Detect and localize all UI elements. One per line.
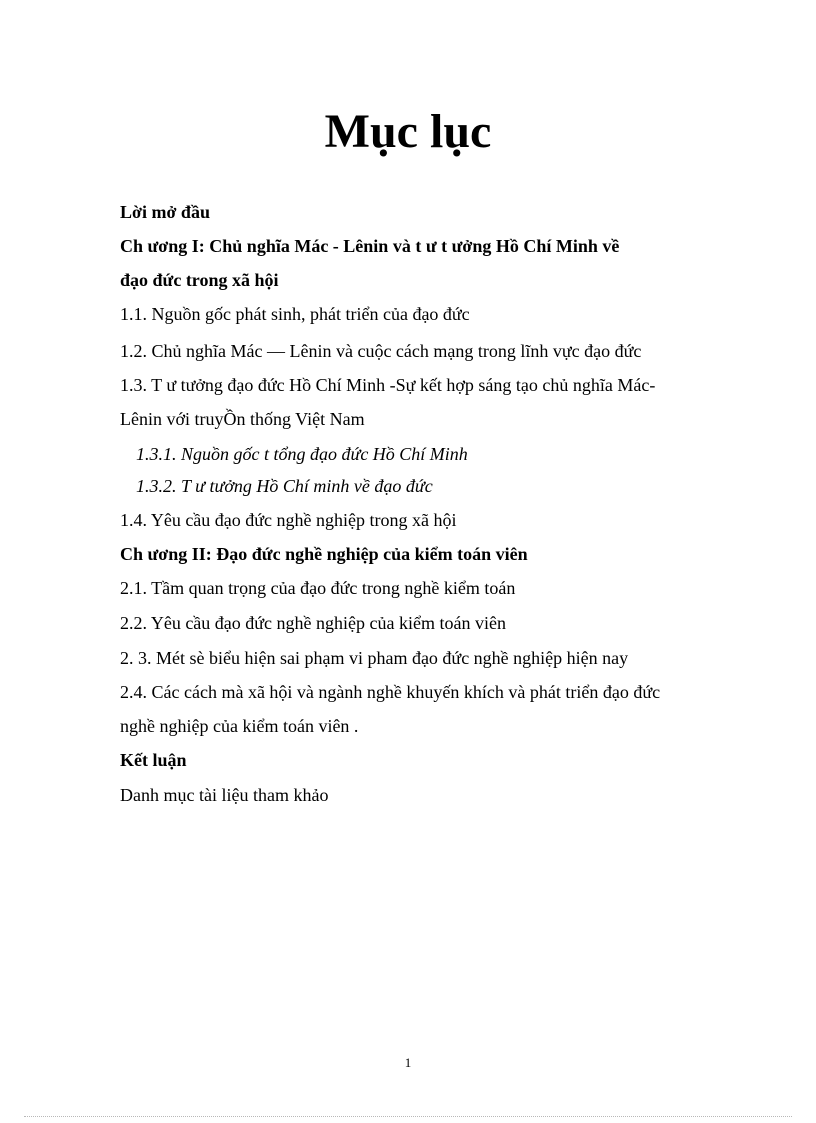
toc-section-2-3: 2. 3. Mét sè biểu hiện sai phạm vi pham đạo đức nghề nghiệp hiện nay — [120, 648, 629, 668]
toc-section-1-3-cont: Lênin với truyỒn thống Việt Nam — [120, 409, 365, 429]
toc-subsection-1-3-1: 1.3.1. Nguồn gốc t tổng đạo đức Hồ Chí Minh — [136, 444, 468, 464]
toc-section-2-2: 2.2. Yêu cầu đạo đức nghề nghiệp của kiểm toán viên — [120, 613, 506, 633]
toc-chapter-2: Ch ương II: Đạo đức nghề nghiệp của kiểm toán viên — [120, 544, 528, 564]
toc-chapter-1: Ch ương I: Chủ nghĩa Mác - Lênin và t ư t ưởng Hồ Chí Minh về — [120, 236, 620, 256]
toc-section-1-4: 1.4. Yêu cầu đạo đức nghề nghiệp trong xã hội — [120, 510, 457, 530]
toc-chapter-1-cont: đạo đức trong xã hội — [120, 270, 279, 290]
toc-section-2-4: 2.4. Các cách mà xã hội và ngành nghề khuyến khích và phát triển đạo đức — [120, 682, 661, 702]
page-title: Mục lục — [324, 105, 492, 158]
toc-subsection-1-3-2: 1.3.2. T ư tưởng Hồ Chí minh về đạo đức — [136, 476, 433, 496]
toc-section-2-1: 2.1. Tầm quan trọng của đạo đức trong nghề kiểm toán — [120, 578, 516, 598]
toc-references: Danh mục tài liệu tham khảo — [120, 785, 329, 805]
toc-conclusion: Kết luận — [120, 750, 187, 770]
toc-section-1-1: 1.1. Nguồn gốc phát sinh, phát triển của đạo đức — [120, 304, 470, 324]
toc-section-1-2: 1.2. Chủ nghĩa Mác — Lênin và cuộc cách mạng trong lĩnh vực đạo đức — [120, 341, 642, 361]
page-bottom-divider — [24, 1116, 792, 1117]
page-number: 1 — [404, 1055, 412, 1070]
toc-intro: Lời mở đầu — [120, 202, 210, 222]
toc-section-2-4-cont: nghề nghiệp của kiểm toán viên . — [120, 716, 359, 736]
toc-section-1-3: 1.3. T ư tưởng đạo đức Hồ Chí Minh -Sự kết hợp sáng tạo chủ nghĩa Mác- — [120, 375, 656, 395]
